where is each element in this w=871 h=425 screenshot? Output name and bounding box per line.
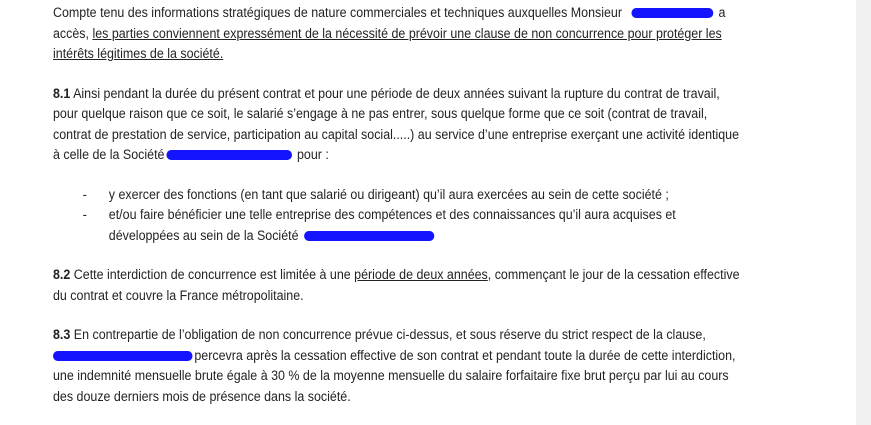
section-text: Cette interdiction de concurrence est limitée à une <box>70 267 355 282</box>
intro-text: accès, <box>53 25 93 41</box>
section-8-3-line-4 <box>53 387 715 408</box>
section-text: percevra après la cessation effective de son contrat et pendant toute la durée de cette interdiction, <box>194 347 736 363</box>
section-number: 8.3 <box>53 327 71 342</box>
intro-text: a <box>718 5 726 20</box>
section-8-3-line-3 <box>53 366 729 387</box>
bullet-text: et/ou faire bénéficier une telle entreprise des compétences et des connaissances qu’il aura acquises et <box>108 207 676 222</box>
bullet-marker: - <box>82 186 87 202</box>
section-8-1-line-2 <box>53 104 715 125</box>
bullet-item <box>53 205 715 226</box>
section-number: 8.1 <box>53 85 71 101</box>
redaction-mark <box>631 8 713 18</box>
intro-line-2 <box>53 24 722 45</box>
intro-text: Compte tenu des informations stratégiques de nature commerciales et techniques auxquelles Monsieur <box>53 5 623 20</box>
section-text: En contrepartie de l’obligation de non concurrence prévue ci-dessus, et sous réserve du strict respect de la clause, <box>70 327 706 342</box>
section-text: , commençant le jour de la cessation effective <box>487 267 740 282</box>
intro-underlined-text: intérêts légitimes de la société. <box>53 46 224 61</box>
section-8-1-line-1 <box>53 84 720 105</box>
section-text: Ainsi pendant la durée du présent contrat et pour une période de deux années suivant la rupture du contrat de travail, <box>70 85 720 101</box>
bullet-text: y exercer des fonctions (en tant que salarié ou dirigeant) qu’il aura exercées au sein de cette société ; <box>108 186 669 202</box>
section-8-2-line-1 <box>53 265 740 286</box>
intro-line-3 <box>53 44 715 65</box>
section-8-3-line-2 <box>53 346 736 367</box>
bullet-continuation <box>53 226 715 247</box>
bullet-item <box>53 185 715 206</box>
section-text: pour quelque raison que ce soit, le salarié s’engage à ne pas entrer, sous quelque forme que ce soit (contrat de travail, <box>53 106 708 121</box>
intro-underlined-text: les parties conviennent expressément de la nécessité de prévoir une clause de non concurrence pour protéger les <box>92 25 722 41</box>
section-8-1-line-3 <box>53 125 740 146</box>
section-text: à celle de la Société <box>53 147 165 162</box>
redaction-mark <box>53 351 193 361</box>
underlined-text: période de deux années <box>354 267 488 282</box>
document-body <box>53 0 740 407</box>
redaction-mark <box>166 150 292 160</box>
section-text: contrat de prestation de service, participation au capital social.....) au service d’une entreprise exerçant une activité identique <box>53 126 740 142</box>
scrollbar-track[interactable] <box>856 0 871 425</box>
section-8-2-line-2 <box>53 286 715 307</box>
section-8-3-line-1 <box>53 325 715 346</box>
section-text: du contrat et couvre la France métropolitaine. <box>53 287 304 303</box>
section-text: des douze derniers mois de présence dans la société. <box>53 388 351 404</box>
section-8-1-line-4 <box>53 145 715 166</box>
section-number: 8.2 <box>53 267 71 282</box>
bullet-marker: - <box>82 207 87 222</box>
section-text: une indemnité mensuelle brute égale à 30 % de la moyenne mensuelle du salaire forfaitaire fixe brut perçu par lui au cours <box>53 368 729 383</box>
redaction-mark <box>304 231 434 241</box>
bullet-text: développées au sein de la Société <box>108 227 299 243</box>
intro-line-1 <box>53 3 726 24</box>
section-text: pour : <box>296 147 329 162</box>
